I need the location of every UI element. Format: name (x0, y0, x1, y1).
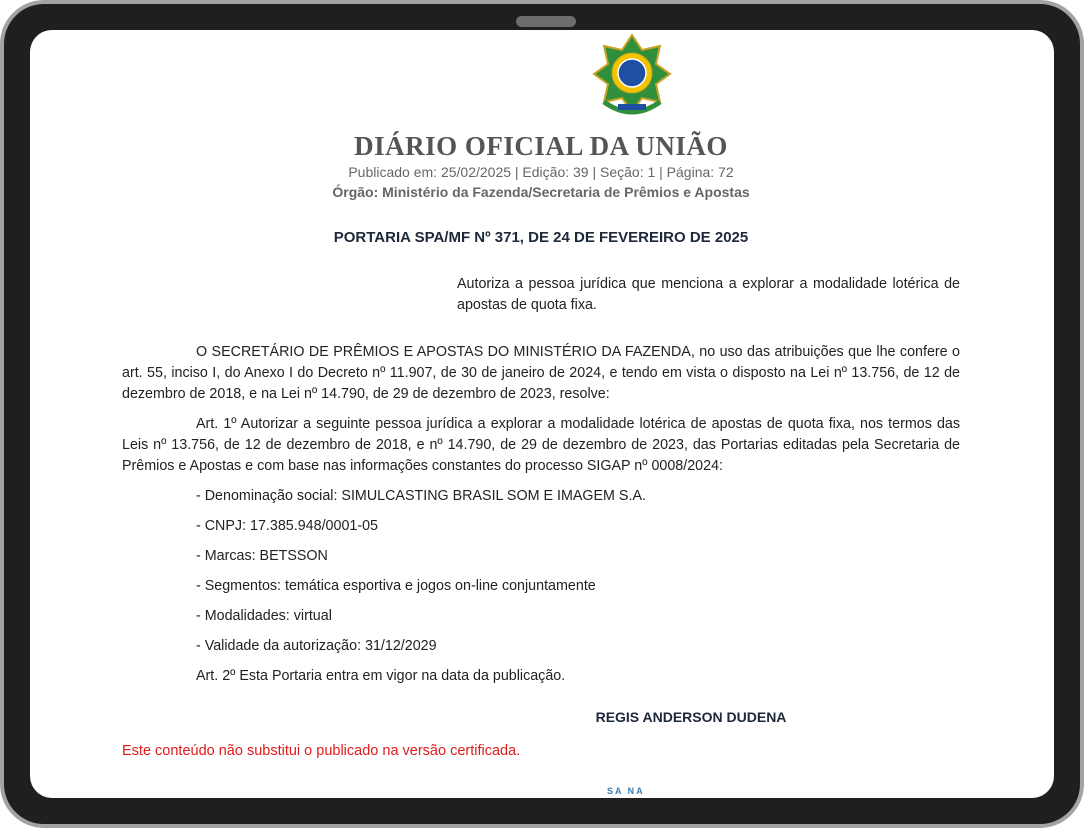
article-1: Art. 1º Autorizar a seguinte pessoa jurídica a explorar a modalidade lotérica de apostas de quota fixa, nos termos das Leis nº 13.756, de 12 de dezembro de 2018, e nº 14.790, de 29 de dezembro de 2023, das Portarias editadas pela Secretaria de Prêmios e Apostas e com base nas informações constantes do processo SIGAP nº 0008/2024: (122, 416, 960, 474)
tablet-camera-notch (516, 16, 576, 27)
list-item: - Modalidades: virtual (196, 608, 332, 624)
tablet-screen (30, 30, 1054, 798)
list-item: - Validade da autorização: 31/12/2029 (196, 638, 437, 654)
journal-title: DIÁRIO OFICIAL DA UNIÃO (354, 131, 728, 161)
stamp-logo: SA NA (607, 786, 645, 796)
list-item: - Denominação social: SIMULCASTING BRASIL SOM E IMAGEM S.A. (196, 488, 646, 504)
act-title: PORTARIA SPA/MF Nº 371, DE 24 DE FEVEREIRO DE 2025 (333, 229, 749, 246)
list-item: - Segmentos: temática esportiva e jogos on-line conjuntamente (196, 578, 596, 594)
publishing-organ: Órgão: Ministério da Fazenda/Secretaria de Prêmios e Apostas (332, 184, 750, 200)
act-body (122, 342, 960, 696)
publication-meta: Publicado em: 25/02/2025 | Edição: 39 | Seção: 1 | Página: 72 (348, 164, 734, 180)
list-item: - Marcas: BETSSON (196, 548, 328, 564)
preamble: O SECRETÁRIO DE PRÊMIOS E APOSTAS DO MINISTÉRIO DA FAZENDA, no uso das atribuições que lhe confere o art. 55, inciso I, do Anexo I do Decreto nº 11.907, de 30 de janeiro de 2024, e tendo em vista o disposto na Lei nº 13.756, de 12 de dezembro de 2018, e na Lei nº 14.790, de 29 de dezembro de 2023, resolve: (122, 344, 960, 402)
list-item: - CNPJ: 17.385.948/0001-05 (196, 518, 379, 534)
signature-block (122, 709, 960, 725)
certification-warning: Este conteúdo não substitui o publicado na versão certificada. (122, 743, 521, 759)
signatory-name: REGIS ANDERSON DUDENA (595, 709, 787, 725)
article-2: Art. 2º Esta Portaria entra em vigor na data da publicação. (196, 668, 566, 684)
brasao-emblem-icon (590, 32, 674, 116)
act-ementa: Autoriza a pessoa jurídica que menciona a explorar a modalidade lotérica de apostas de quota fixa. (457, 276, 960, 313)
